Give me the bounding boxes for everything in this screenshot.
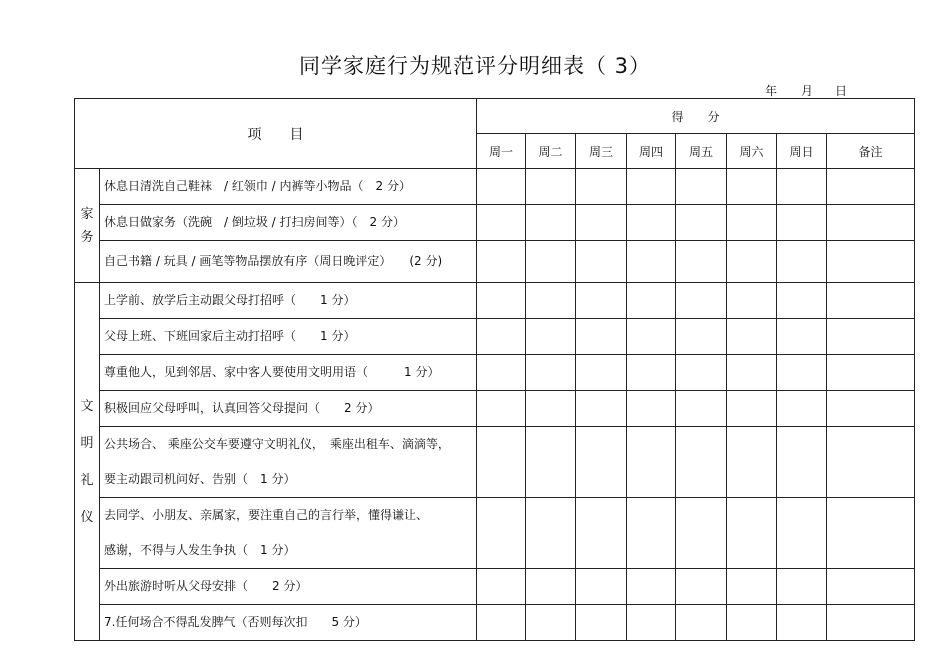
item-row <box>100 427 477 498</box>
remarks-cell[interactable] <box>827 169 915 205</box>
item-row: 外出旅游时听从父母安排（ 2 分） <box>100 569 477 605</box>
score-cell[interactable] <box>576 283 627 319</box>
score-cell[interactable] <box>627 391 676 427</box>
score-cell[interactable] <box>477 427 526 498</box>
score-header: 得 分 <box>477 99 915 134</box>
score-cell[interactable] <box>627 169 676 205</box>
remarks-header: 备注 <box>827 134 915 169</box>
remarks-cell[interactable] <box>827 205 915 241</box>
remarks-cell[interactable] <box>827 391 915 427</box>
score-cell[interactable] <box>777 169 827 205</box>
score-cell[interactable] <box>727 427 777 498</box>
score-cell[interactable] <box>576 605 627 641</box>
score-cell[interactable] <box>676 355 727 391</box>
score-cell[interactable] <box>777 319 827 355</box>
score-cell[interactable] <box>526 319 576 355</box>
score-cell[interactable] <box>727 205 777 241</box>
score-cell[interactable] <box>576 498 627 569</box>
score-cell[interactable] <box>777 355 827 391</box>
score-cell[interactable] <box>576 569 627 605</box>
score-cell[interactable] <box>777 283 827 319</box>
score-table <box>74 98 915 641</box>
score-cell[interactable] <box>676 605 727 641</box>
remarks-cell[interactable] <box>827 355 915 391</box>
score-cell[interactable] <box>727 169 777 205</box>
score-cell[interactable] <box>477 319 526 355</box>
score-cell[interactable] <box>676 498 727 569</box>
score-cell[interactable] <box>727 498 777 569</box>
score-cell[interactable] <box>627 205 676 241</box>
score-cell[interactable] <box>627 283 676 319</box>
item-line: 公共场合、 乘座公交车要遵守文明礼仪， 乘座出租车、滴滴等， <box>104 437 450 451</box>
remarks-cell[interactable] <box>827 569 915 605</box>
score-cell[interactable] <box>727 605 777 641</box>
day-header-wed: 周三 <box>576 134 627 169</box>
score-cell[interactable] <box>526 241 576 283</box>
score-cell[interactable] <box>477 169 526 205</box>
page-title: 同学家庭行为规范评分明细表（ 3） <box>298 54 652 78</box>
item-line: 感谢，不得与人发生争执（ 1 分） <box>104 543 296 557</box>
score-cell[interactable] <box>676 169 727 205</box>
day-header-tue: 周二 <box>526 134 576 169</box>
score-cell[interactable] <box>576 169 627 205</box>
score-cell[interactable] <box>676 205 727 241</box>
item-line: 去同学、小朋友、亲属家，要注重自己的言行举，懂得谦让、 <box>104 508 429 522</box>
score-cell[interactable] <box>576 205 627 241</box>
score-cell[interactable] <box>526 498 576 569</box>
item-row <box>100 498 477 569</box>
remarks-cell[interactable] <box>827 498 915 569</box>
score-cell[interactable] <box>526 355 576 391</box>
score-cell[interactable] <box>477 605 526 641</box>
score-cell[interactable] <box>777 391 827 427</box>
item-row: 休息日清洗自己鞋袜 / 红领巾 / 内裤等小物品（ 2 分） <box>100 169 477 205</box>
item-row: 尊重他人，见到邻居、家中客人要使用文明用语（ 1 分） <box>100 355 477 391</box>
day-header-sun: 周日 <box>777 134 827 169</box>
score-cell[interactable] <box>576 391 627 427</box>
score-cell[interactable] <box>526 391 576 427</box>
category-housework: 家 务 <box>75 169 100 283</box>
score-cell[interactable] <box>627 569 676 605</box>
score-cell[interactable] <box>727 355 777 391</box>
score-cell[interactable] <box>777 241 827 283</box>
score-cell[interactable] <box>627 355 676 391</box>
score-cell[interactable] <box>777 427 827 498</box>
score-cell[interactable] <box>727 283 777 319</box>
score-cell[interactable] <box>526 283 576 319</box>
score-cell[interactable] <box>676 427 727 498</box>
score-cell[interactable] <box>727 391 777 427</box>
score-cell[interactable] <box>526 205 576 241</box>
item-row: 积极回应父母呼叫，认真回答父母提问（ 2 分） <box>100 391 477 427</box>
score-cell[interactable] <box>676 241 727 283</box>
score-cell[interactable] <box>477 391 526 427</box>
score-cell[interactable] <box>576 241 627 283</box>
remarks-cell[interactable] <box>827 283 915 319</box>
remarks-cell[interactable] <box>827 319 915 355</box>
category-etiquette: 文 明 礼 仪 <box>75 283 100 641</box>
day-header-sat: 周六 <box>727 134 777 169</box>
score-cell[interactable] <box>526 605 576 641</box>
score-cell[interactable] <box>627 319 676 355</box>
score-cell[interactable] <box>727 569 777 605</box>
score-cell[interactable] <box>627 241 676 283</box>
score-cell[interactable] <box>477 498 526 569</box>
item-row: 上学前、放学后主动跟父母打招呼（ 1 分） <box>100 283 477 319</box>
date-day-label: 日 <box>835 84 848 98</box>
date-year-label: 年 <box>765 84 778 98</box>
item-row: 7.任何场合不得乱发脾气（否则每次扣 5 分） <box>100 605 477 641</box>
item-header: 项 目 <box>75 99 477 169</box>
score-cell[interactable] <box>676 319 727 355</box>
item-row: 父母上班、下班回家后主动打招呼（ 1 分） <box>100 319 477 355</box>
score-cell[interactable] <box>627 498 676 569</box>
score-cell[interactable] <box>676 391 727 427</box>
score-cell[interactable] <box>477 569 526 605</box>
day-header-fri: 周五 <box>676 134 727 169</box>
score-cell[interactable] <box>526 169 576 205</box>
score-cell[interactable] <box>576 319 627 355</box>
item-row: 休息日做家务（洗碗 / 倒垃圾 / 打扫房间等）（ 2 分） <box>100 205 477 241</box>
score-cell[interactable] <box>526 427 576 498</box>
score-cell[interactable] <box>627 427 676 498</box>
score-cell[interactable] <box>477 241 526 283</box>
score-cell[interactable] <box>627 605 676 641</box>
score-cell[interactable] <box>777 569 827 605</box>
score-cell[interactable] <box>777 498 827 569</box>
remarks-cell[interactable] <box>827 241 915 283</box>
score-cell[interactable] <box>676 283 727 319</box>
score-cell[interactable] <box>777 205 827 241</box>
score-cell[interactable] <box>526 569 576 605</box>
item-line: 要主动跟司机问好、告别（ 1 分） <box>104 472 296 486</box>
day-header-mon: 周一 <box>477 134 526 169</box>
date-month-label: 月 <box>801 84 814 98</box>
score-cell[interactable] <box>477 205 526 241</box>
score-cell[interactable] <box>477 283 526 319</box>
score-cell[interactable] <box>676 569 727 605</box>
remarks-cell[interactable] <box>827 605 915 641</box>
day-header-thu: 周四 <box>627 134 676 169</box>
score-cell[interactable] <box>477 355 526 391</box>
score-cell[interactable] <box>727 241 777 283</box>
score-cell[interactable] <box>727 319 777 355</box>
score-cell[interactable] <box>777 605 827 641</box>
item-row: 自己书籍 / 玩具 / 画笔等物品摆放有序（周日晚评定） (2 分) <box>100 241 477 283</box>
remarks-cell[interactable] <box>827 427 915 498</box>
score-cell[interactable] <box>576 427 627 498</box>
score-cell[interactable] <box>576 355 627 391</box>
